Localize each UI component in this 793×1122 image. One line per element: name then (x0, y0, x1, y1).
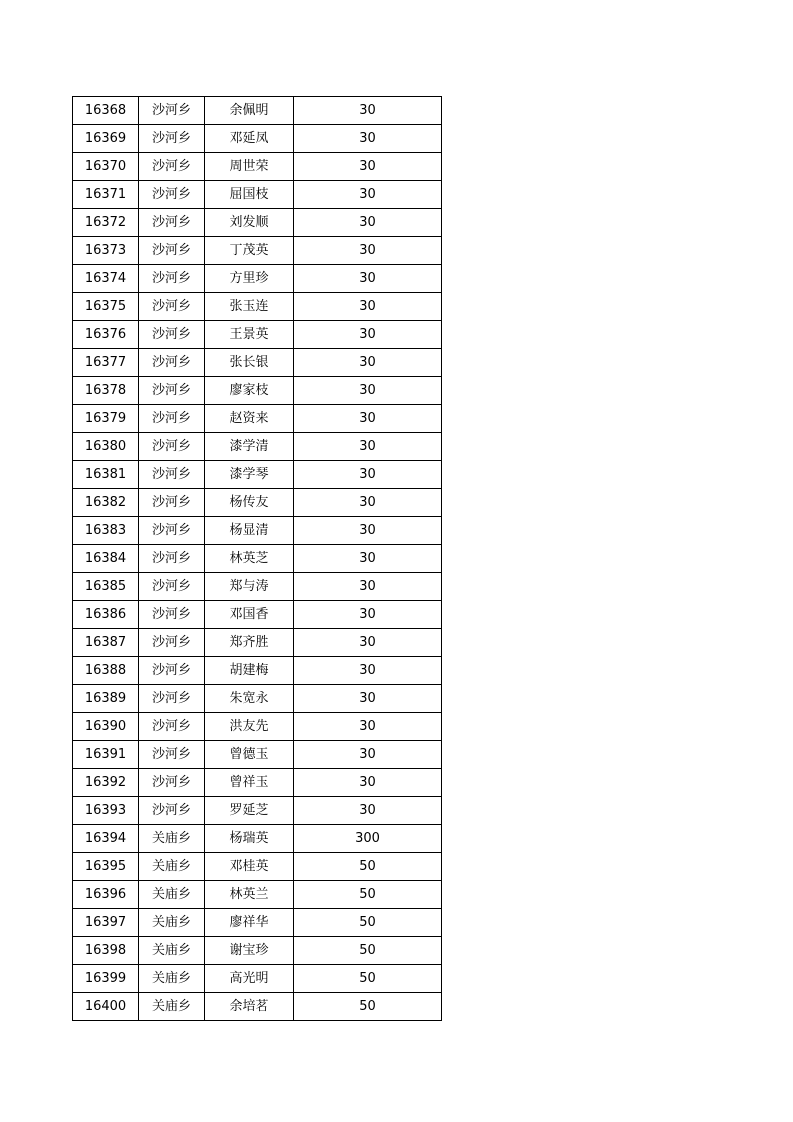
table-row (73, 741, 442, 769)
amount-cell: 30 (294, 601, 442, 629)
person-name-cell: 方里珍 (205, 265, 294, 293)
table-row (73, 573, 442, 601)
township-cell: 沙河乡 (139, 97, 205, 125)
table-row (73, 517, 442, 545)
township-cell: 沙河乡 (139, 713, 205, 741)
person-name-cell: 余培茗 (205, 993, 294, 1021)
person-name-cell: 高光明 (205, 965, 294, 993)
township-cell: 关庙乡 (139, 825, 205, 853)
row-number-cell: 16389 (73, 685, 139, 713)
amount-cell: 30 (294, 97, 442, 125)
township-cell: 沙河乡 (139, 489, 205, 517)
table-row (73, 909, 442, 937)
row-number-cell: 16380 (73, 433, 139, 461)
person-name-cell: 胡建梅 (205, 657, 294, 685)
amount-cell: 50 (294, 965, 442, 993)
person-name-cell: 罗延芝 (205, 797, 294, 825)
township-cell: 关庙乡 (139, 993, 205, 1021)
township-cell: 沙河乡 (139, 181, 205, 209)
person-name-cell: 朱宽永 (205, 685, 294, 713)
table-row (73, 937, 442, 965)
person-name-cell: 张玉连 (205, 293, 294, 321)
township-cell: 沙河乡 (139, 685, 205, 713)
data-table (72, 96, 442, 1021)
person-name-cell: 杨传友 (205, 489, 294, 517)
amount-cell: 50 (294, 993, 442, 1021)
amount-cell: 30 (294, 629, 442, 657)
row-number-cell: 16394 (73, 825, 139, 853)
amount-cell: 50 (294, 881, 442, 909)
township-cell: 沙河乡 (139, 293, 205, 321)
township-cell: 沙河乡 (139, 461, 205, 489)
row-number-cell: 16371 (73, 181, 139, 209)
table-row (73, 293, 442, 321)
row-number-cell: 16397 (73, 909, 139, 937)
row-number-cell: 16381 (73, 461, 139, 489)
row-number-cell: 16392 (73, 769, 139, 797)
person-name-cell: 曾德玉 (205, 741, 294, 769)
amount-cell: 30 (294, 377, 442, 405)
table-row (73, 237, 442, 265)
table-row (73, 461, 442, 489)
amount-cell: 30 (294, 769, 442, 797)
table-row (73, 405, 442, 433)
person-name-cell: 洪友先 (205, 713, 294, 741)
row-number-cell: 16374 (73, 265, 139, 293)
township-cell: 沙河乡 (139, 209, 205, 237)
township-cell: 沙河乡 (139, 545, 205, 573)
amount-cell: 30 (294, 433, 442, 461)
township-cell: 关庙乡 (139, 909, 205, 937)
amount-cell: 30 (294, 489, 442, 517)
row-number-cell: 16369 (73, 125, 139, 153)
amount-cell: 30 (294, 181, 442, 209)
township-cell: 沙河乡 (139, 797, 205, 825)
table-row (73, 769, 442, 797)
table-row (73, 685, 442, 713)
person-name-cell: 漆学清 (205, 433, 294, 461)
township-cell: 沙河乡 (139, 153, 205, 181)
row-number-cell: 16385 (73, 573, 139, 601)
row-number-cell: 16399 (73, 965, 139, 993)
township-cell: 沙河乡 (139, 629, 205, 657)
amount-cell: 30 (294, 125, 442, 153)
person-name-cell: 邓桂英 (205, 853, 294, 881)
person-name-cell: 谢宝珍 (205, 937, 294, 965)
row-number-cell: 16395 (73, 853, 139, 881)
person-name-cell: 刘发顺 (205, 209, 294, 237)
person-name-cell: 漆学琴 (205, 461, 294, 489)
amount-cell: 30 (294, 741, 442, 769)
amount-cell: 30 (294, 293, 442, 321)
table-row (73, 265, 442, 293)
amount-cell: 30 (294, 657, 442, 685)
township-cell: 沙河乡 (139, 741, 205, 769)
amount-cell: 30 (294, 517, 442, 545)
row-number-cell: 16373 (73, 237, 139, 265)
person-name-cell: 杨显清 (205, 517, 294, 545)
table-row (73, 993, 442, 1021)
township-cell: 沙河乡 (139, 125, 205, 153)
amount-cell: 50 (294, 937, 442, 965)
township-cell: 沙河乡 (139, 573, 205, 601)
township-cell: 沙河乡 (139, 657, 205, 685)
township-cell: 沙河乡 (139, 405, 205, 433)
township-cell: 关庙乡 (139, 881, 205, 909)
township-cell: 沙河乡 (139, 517, 205, 545)
person-name-cell: 郑与涛 (205, 573, 294, 601)
person-name-cell: 王景英 (205, 321, 294, 349)
person-name-cell: 廖祥华 (205, 909, 294, 937)
amount-cell: 30 (294, 573, 442, 601)
person-name-cell: 郑齐胜 (205, 629, 294, 657)
row-number-cell: 16372 (73, 209, 139, 237)
table-row (73, 853, 442, 881)
township-cell: 沙河乡 (139, 769, 205, 797)
township-cell: 沙河乡 (139, 321, 205, 349)
table-row (73, 489, 442, 517)
amount-cell: 30 (294, 265, 442, 293)
table-row (73, 797, 442, 825)
amount-cell: 30 (294, 685, 442, 713)
person-name-cell: 周世荣 (205, 153, 294, 181)
row-number-cell: 16384 (73, 545, 139, 573)
row-number-cell: 16379 (73, 405, 139, 433)
person-name-cell: 余佩明 (205, 97, 294, 125)
table-body (73, 97, 442, 1021)
row-number-cell: 16383 (73, 517, 139, 545)
township-cell: 沙河乡 (139, 377, 205, 405)
row-number-cell: 16396 (73, 881, 139, 909)
row-number-cell: 16378 (73, 377, 139, 405)
amount-cell: 30 (294, 797, 442, 825)
table-row (73, 825, 442, 853)
row-number-cell: 16375 (73, 293, 139, 321)
amount-cell: 30 (294, 237, 442, 265)
amount-cell: 50 (294, 853, 442, 881)
row-number-cell: 16398 (73, 937, 139, 965)
amount-cell: 30 (294, 713, 442, 741)
table-row (73, 629, 442, 657)
row-number-cell: 16368 (73, 97, 139, 125)
township-cell: 沙河乡 (139, 349, 205, 377)
row-number-cell: 16386 (73, 601, 139, 629)
township-cell: 沙河乡 (139, 433, 205, 461)
table-row (73, 153, 442, 181)
amount-cell: 30 (294, 209, 442, 237)
table-row (73, 209, 442, 237)
row-number-cell: 16393 (73, 797, 139, 825)
person-name-cell: 张长银 (205, 349, 294, 377)
row-number-cell: 16391 (73, 741, 139, 769)
person-name-cell: 廖家枝 (205, 377, 294, 405)
row-number-cell: 16382 (73, 489, 139, 517)
amount-cell: 30 (294, 321, 442, 349)
person-name-cell: 杨瑞英 (205, 825, 294, 853)
amount-cell: 30 (294, 405, 442, 433)
row-number-cell: 16388 (73, 657, 139, 685)
table-row (73, 881, 442, 909)
table-row (73, 321, 442, 349)
township-cell: 关庙乡 (139, 853, 205, 881)
amount-cell: 50 (294, 909, 442, 937)
table-row (73, 433, 442, 461)
township-cell: 关庙乡 (139, 937, 205, 965)
table-row (73, 181, 442, 209)
person-name-cell: 曾祥玉 (205, 769, 294, 797)
table-row (73, 97, 442, 125)
amount-cell: 30 (294, 349, 442, 377)
person-name-cell: 林英芝 (205, 545, 294, 573)
township-cell: 沙河乡 (139, 265, 205, 293)
person-name-cell: 林英兰 (205, 881, 294, 909)
row-number-cell: 16390 (73, 713, 139, 741)
row-number-cell: 16370 (73, 153, 139, 181)
township-cell: 沙河乡 (139, 601, 205, 629)
table-row (73, 545, 442, 573)
row-number-cell: 16400 (73, 993, 139, 1021)
amount-cell: 30 (294, 545, 442, 573)
amount-cell: 300 (294, 825, 442, 853)
table-row (73, 349, 442, 377)
table-row (73, 657, 442, 685)
person-name-cell: 邓国香 (205, 601, 294, 629)
row-number-cell: 16376 (73, 321, 139, 349)
person-name-cell: 屈国枝 (205, 181, 294, 209)
table-row (73, 713, 442, 741)
amount-cell: 30 (294, 153, 442, 181)
township-cell: 沙河乡 (139, 237, 205, 265)
amount-cell: 30 (294, 461, 442, 489)
table-row (73, 965, 442, 993)
row-number-cell: 16377 (73, 349, 139, 377)
table-row (73, 377, 442, 405)
table-row (73, 601, 442, 629)
person-name-cell: 丁茂英 (205, 237, 294, 265)
row-number-cell: 16387 (73, 629, 139, 657)
table-row (73, 125, 442, 153)
person-name-cell: 邓延凤 (205, 125, 294, 153)
township-cell: 关庙乡 (139, 965, 205, 993)
person-name-cell: 赵资来 (205, 405, 294, 433)
